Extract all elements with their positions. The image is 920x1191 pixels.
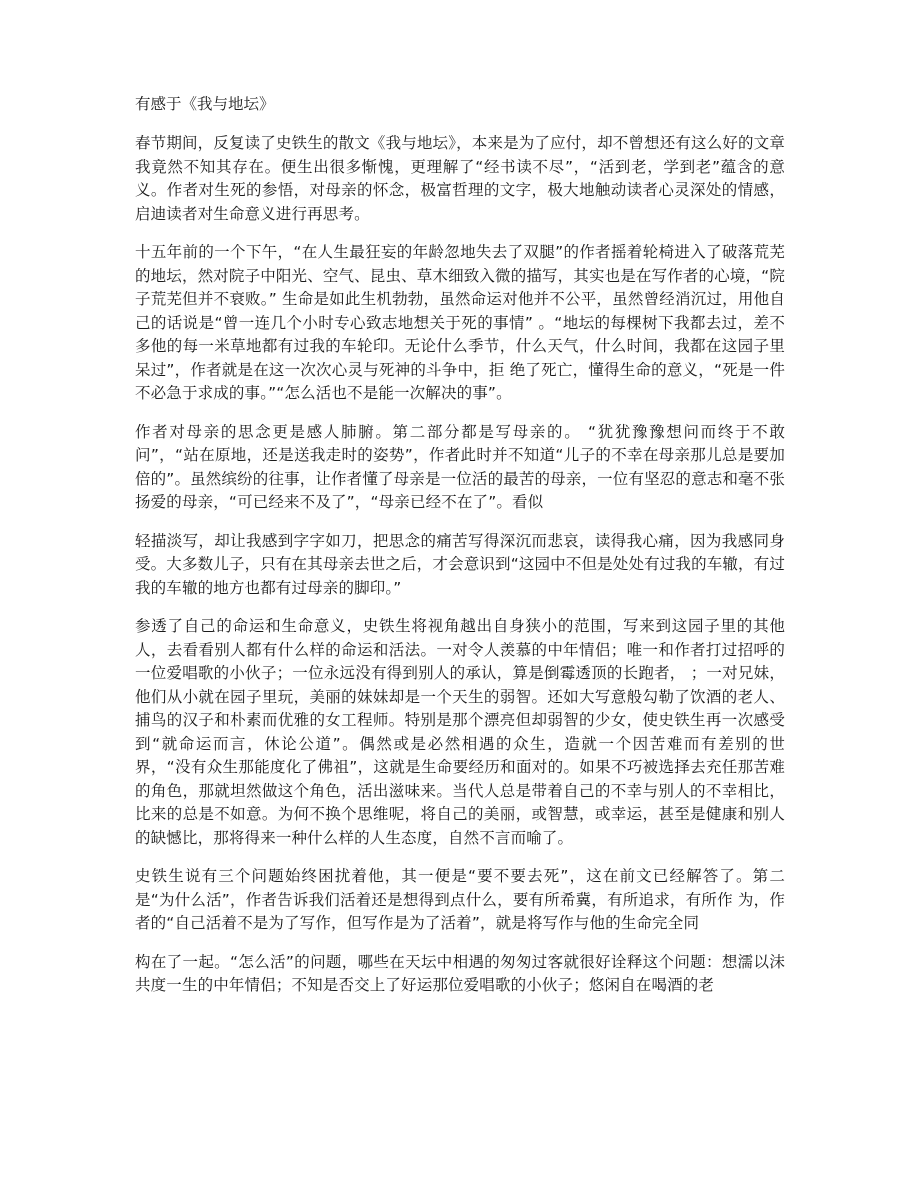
paragraph-4: 轻描淡写，却让我感到字字如刀，把思念的痛苦写得深沉而悲哀，读得我心痛，因为我感同身受。大多数儿子，只有在其母亲去世之后，才会意识到“这园中不但是处处有过我的车辙，有过我的车辙的地方也都有过母亲的脚印。” <box>135 531 785 597</box>
paragraph-1: 春节期间，反复读了史铁生的散文《我与地坛》，本来是为了应付，却不曾想还有这么好的文章我竟然不知其存在。便生出很多惭愧，更理解了“经书读不尽”，“活到老，学到老”蕴含的意义。作者对生死的参悟，对母亲的怀念，极富哲理的文字，极大地触动读者心灵深处的情感，启迪读者对生命意义进行再思考。 <box>135 134 785 223</box>
paragraph-7: 构在了一起。“怎么活”的问题，哪些在天坛中相遇的匆匆过客就很好诠释这个问题：想濡以沫共度一生的中年情侣；不知是否交上了好运那位爱唱歌的小伙子；悠闲自在喝酒的老 <box>135 952 785 994</box>
paragraph-2: 十五年前的一个下午，“在人生最狂妄的年龄忽地失去了双腿”的作者摇着轮椅进入了破落荒芜的地坛，然对院子中阳光、空气、昆虫、草木细致入微的描写，其实也是在写作者的心境，“院子荒芜但并不衰败。” 生命是如此生机勃勃，虽然命运对他并不公平，虽然曾经消沉过，用他自己的话说是“曾一连几个小时专心致志地想关于死的事情” 。“地坛的每棵树下我都去过，差不多他的每一米草地都有过我的车轮印。无论什么季节，什么天气，什么时间，我都在这园子里呆过”，作者就是在这一次次心灵与死神的斗争中，拒 绝了死亡，懂得生命的意义，“死是一件不必急于求成的事。”“怎么活也不是能一次解决的事”。 <box>135 243 785 402</box>
document-page <box>135 92 785 1013</box>
paragraph-3: 作者对母亲的思念更是感人肺腑。第二部分都是写母亲的。 “犹犹豫豫想问而终于不敢问”，“站在原地，还是送我走时的姿势”，作者此时并不知道“儿子的不幸在母亲那儿总是要加倍的”。虽然缤纷的往事，让作者懂了母亲是一位活的最苦的母亲，一位有坚忍的意志和毫不张扬爱的母亲，“可已经来不及了”，“母亲已经不在了”。看似 <box>135 422 785 511</box>
paragraph-5: 参透了自己的命运和生命意义，史铁生将视角越出自身狭小的范围，写来到这园子里的其他人，去看看别人都有什么样的命运和活法。一对令人羡慕的中年情侣；唯一和作者打过招呼的一位爱唱歌的小伙子；一位永远没有得到别人的承认，算是倒霉透顶的长跑者， ；一对兄妹，他们从小就在园子里玩，美丽的妹妹却是一个天生的弱智。还如大写意般勾勒了饮酒的老人、捕鸟的汉子和朴素而优雅的女工程师。特别是那个漂亮但却弱智的少女，使史铁生再一次感受到“就命运而言，休论公道”。偶然或是必然相遇的众生，造就一个因苦难而有差别的世界，“没有众生那能度化了佛祖”，这就是生命要经历和面对的。如果不巧被选择去充任那苦难的角色，那就坦然做这个角色，活出滋味来。当代人总是带着自己的不幸与别人的不幸相比，比来的总是不如意。为何不换个思维呢，将自己的美丽，或智慧，或幸运，甚至是健康和别人的缺憾比，那将得来一种什么样的人生态度，自然不言而喻了。 <box>135 617 785 847</box>
paragraph-6: 史铁生说有三个问题始终困扰着他，其一便是“要不要去死”，这在前文已经解答了。第二是“为什么活”，作者告诉我们活着还是想得到点什么，要有所希冀，有所追求，有所作 为，作者的“自己活着不是为了写作，但写作是为了活着”，就是将写作与他的生命完全同 <box>135 867 785 932</box>
document-title: 有感于《我与地坛》 <box>135 95 275 113</box>
